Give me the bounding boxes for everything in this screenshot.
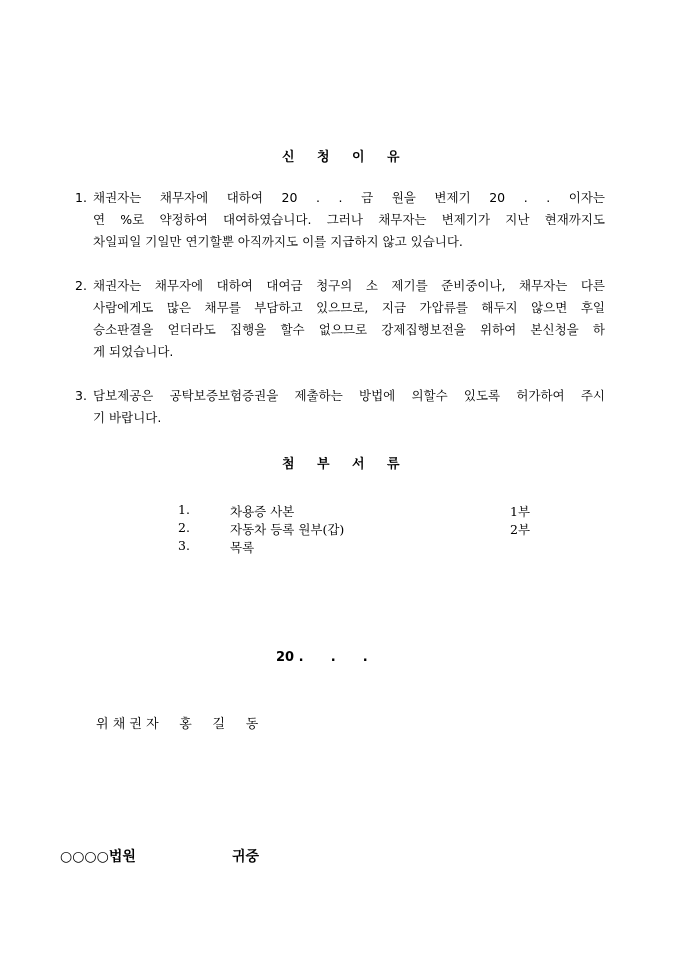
paragraph-number: 3. (75, 388, 87, 403)
paragraph-line: 담보제공은 공탁보증보험증권을 제출하는 방법에 의할수 있도록 허가하여 주시 (93, 388, 605, 403)
attachment-title: 목록 (230, 540, 255, 555)
attachment-number: 2. (178, 520, 190, 535)
paragraph-line: 차일피일 기일만 연기할뿐 아직까지도 이를 지급하지 않고 있습니다. (93, 234, 463, 249)
reason-paragraph-2 (75, 275, 605, 363)
attachments-heading-char: 첨 (282, 457, 295, 472)
signer-line: 위 채 권 자 홍 길 동 (96, 717, 259, 732)
attachment-item (178, 502, 538, 520)
reason-heading-char: 유 (387, 150, 400, 165)
paragraph-line: 게 되었습니다. (93, 344, 174, 359)
attachment-number: 1. (178, 502, 190, 517)
attachment-count: 1부 (510, 504, 531, 519)
paragraph-number: 2. (75, 278, 87, 293)
paragraph-line: 기 바랍니다. (93, 410, 162, 425)
reason-paragraph-1 (75, 187, 605, 253)
paragraph-line: 승소판결을 얻더라도 집행을 할수 없으므로 강제집행보전을 위하여 본신청을 하 (93, 322, 605, 337)
attachment-count: 2부 (510, 522, 531, 537)
attachments-heading-char: 류 (387, 457, 400, 472)
reason-heading-char: 신 (282, 150, 295, 165)
attachment-item (178, 520, 538, 538)
date-line: 20 . . . (276, 650, 368, 665)
attachments-heading-char: 서 (352, 457, 365, 472)
attachment-title: 차용증 사본 (230, 504, 295, 519)
court-suffix: 귀중 (232, 849, 260, 865)
attachment-title: 자동차 등록 원부(갑) (230, 522, 345, 537)
attachment-number: 3. (178, 538, 190, 553)
attachments-heading-char: 부 (317, 457, 330, 472)
reason-heading-char: 청 (317, 150, 330, 165)
paragraph-line: 채권자는 채무자에 대하여 대여금 청구의 소 제기를 준비중이나, 채무자는 다른 (93, 278, 605, 293)
paragraph-number: 1. (75, 190, 87, 205)
attachment-item (178, 538, 538, 556)
paragraph-line: 사람에게도 많은 채무를 부담하고 있으므로, 지금 가압류를 해두지 않으면 후일 (93, 300, 605, 315)
court-name: ○○○○법원 (60, 849, 136, 865)
reason-heading-char: 이 (352, 150, 365, 165)
paragraph-line: 채권자는 채무자에 대하여 20 . . 금 원을 변제기 20 . . 이자는 (93, 190, 605, 205)
paragraph-line: 연 %로 약정하여 대여하였습니다. 그러나 채무자는 변제기가 지난 현재까지도 (93, 212, 605, 227)
reason-paragraph-3 (75, 385, 605, 429)
